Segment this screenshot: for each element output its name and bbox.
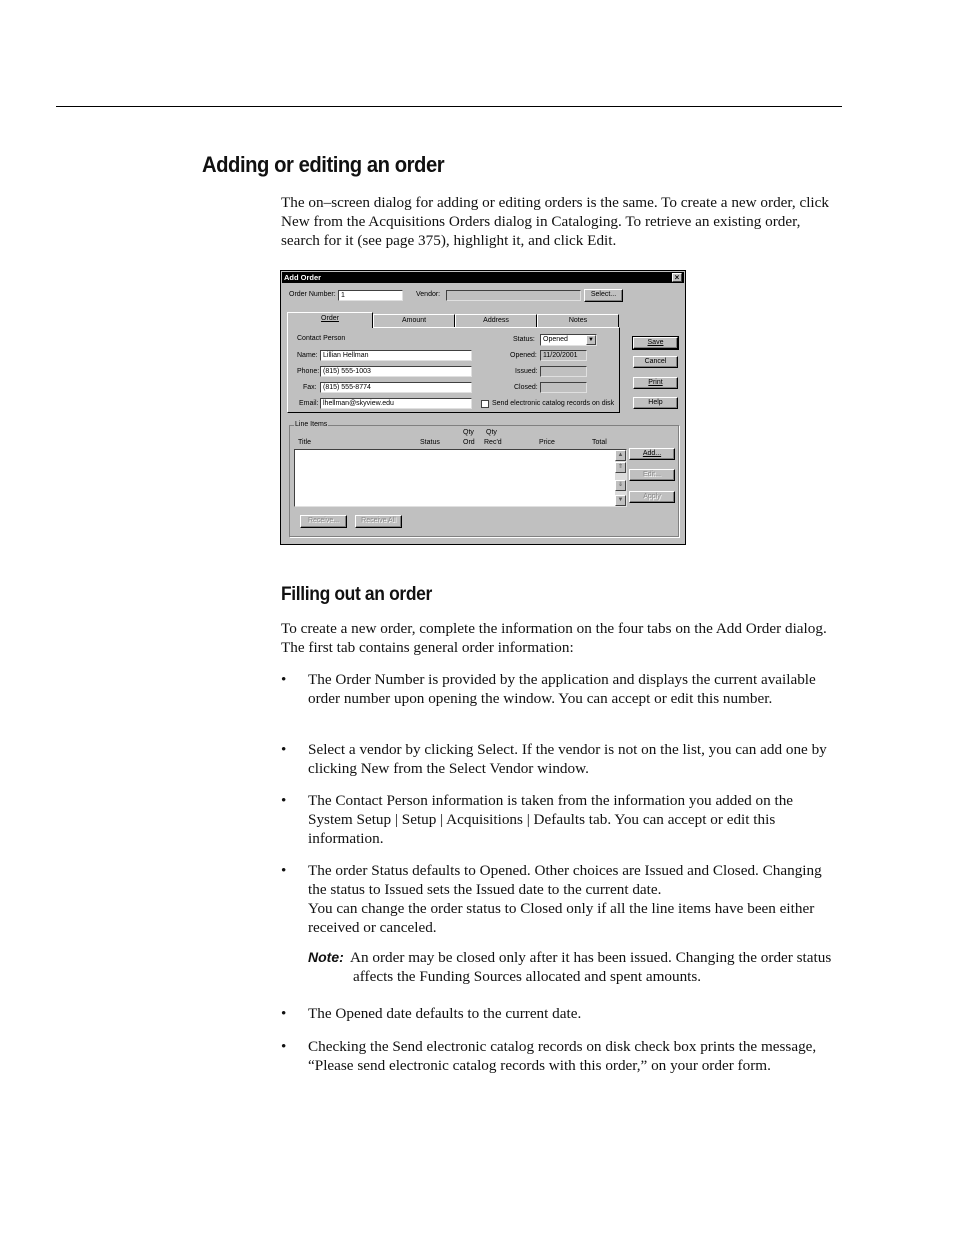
cancel-button[interactable]: Cancel — [633, 356, 678, 368]
order-number-field[interactable]: 1 — [338, 290, 403, 301]
list-item-text: Select a vendor by clicking Select. If the vendor is not on the list, you can add one by clicking New from the Select Vendor window. — [308, 741, 827, 777]
receive-button[interactable]: Receive... — [300, 515, 347, 528]
scrollbar[interactable] — [615, 450, 626, 506]
tab-address-label: Address — [483, 317, 509, 324]
name-field[interactable]: Lillian Hellman — [320, 350, 472, 361]
tabs-paragraph: To create a new order, complete the information on the four tabs on the Add Order dialog. The first tab contains general order information: — [281, 620, 827, 656]
vendor-label: Vendor: — [416, 291, 441, 298]
subsection-heading: Filling out an order — [281, 584, 432, 605]
header-rule — [56, 106, 842, 107]
add-order-dialog — [280, 270, 686, 545]
list-item — [281, 1004, 841, 1023]
contact-person-label: Contact Person — [297, 335, 346, 342]
bullet-icon: • — [281, 792, 287, 809]
chevron-down-icon[interactable]: ▼ — [586, 335, 596, 345]
col-total: Total — [592, 439, 607, 446]
scroll-up-icon[interactable]: ▲ — [615, 450, 626, 461]
list-item-text: The Contact Person information is taken from the information you added on the System Setup | Setup | Acquisitions | Defaults tab. You can accept or edit this information. — [308, 792, 794, 847]
bullet-icon: • — [281, 1038, 287, 1055]
save-button-label: Save — [647, 339, 664, 346]
email-field[interactable]: lhellman@skyview.edu — [320, 398, 472, 409]
tab-notes[interactable] — [537, 314, 619, 327]
tab-order-label: Order — [321, 315, 339, 322]
add-line-label: Add... — [642, 450, 662, 457]
tab-amount[interactable] — [373, 314, 455, 327]
list-item-text: The Opened date defaults to the current date. — [308, 1005, 582, 1022]
dialog-titlebar — [282, 272, 684, 283]
col-qty-recd-bottom: Rec'd — [484, 439, 502, 446]
list-item-text: The Order Number is provided by the application and displays the current available order number upon opening the window. You can accept or edit this number. — [308, 671, 816, 707]
col-qty-recd-top: Qty — [486, 429, 497, 436]
list-item — [281, 861, 841, 937]
add-line-button[interactable] — [629, 448, 675, 460]
bullet-icon: • — [281, 1005, 287, 1022]
name-label: Name: — [297, 352, 318, 359]
print-button-label: Print — [648, 379, 663, 386]
list-item-text: The order Status defaults to Opened. Other choices are Issued and Closed. Changing the status to Issued sets the Issued date to the current date. — [308, 862, 822, 898]
status-select[interactable] — [540, 334, 597, 346]
status-label: Status: — [513, 336, 535, 343]
col-qty-ord-top: Qty — [463, 429, 474, 436]
fax-field[interactable]: (815) 555-8774 — [320, 382, 472, 393]
closed-label: Closed: — [514, 384, 538, 391]
phone-field[interactable]: (815) 555-1003 — [320, 366, 472, 377]
issued-field — [540, 366, 587, 377]
help-button[interactable]: Help — [633, 397, 678, 409]
issued-label: Issued: — [515, 368, 538, 375]
edit-line-button[interactable]: Edit... — [629, 469, 675, 481]
intro-paragraph: The on–screen dialog for adding or editing orders is the same. To create a new order, click New from the Acquisitions Orders dialog in Cataloging. To retrieve an existing order, search for it (see page 375), highlight it, and click Edit. — [281, 194, 829, 249]
scroll-down-icon[interactable]: ▼ — [615, 495, 626, 506]
dialog-title: Add Order — [284, 273, 322, 282]
note-label: Note: — [308, 949, 344, 965]
select-vendor-button[interactable]: Select... — [584, 289, 623, 302]
receive-all-button[interactable]: Receive All — [355, 515, 402, 528]
opened-label: Opened: — [510, 352, 537, 359]
note-text: An order may be closed only after it has been issued. Changing the order status affects the Funding Sources allocated and spent amounts. — [350, 949, 832, 985]
tab-notes-label: Notes — [568, 317, 588, 324]
phone-label: Phone: — [297, 368, 320, 375]
col-status: Status — [420, 439, 440, 446]
fax-label: Fax: — [303, 384, 317, 391]
tab-amount-label: Amount — [401, 317, 427, 324]
order-tab-panel — [287, 327, 620, 413]
note-block — [308, 948, 848, 986]
move-down-icon[interactable]: ⇓ — [615, 480, 626, 491]
bullet-icon: • — [281, 741, 287, 758]
save-button[interactable] — [633, 337, 678, 349]
send-records-checkbox[interactable] — [481, 400, 489, 408]
col-qty-ord-bottom: Ord — [463, 439, 475, 446]
tab-order[interactable] — [287, 312, 373, 328]
status-value: Opened — [543, 336, 568, 343]
close-icon[interactable]: × — [672, 273, 682, 282]
col-title: Title — [298, 439, 311, 446]
vendor-field[interactable] — [446, 290, 581, 301]
list-item-extra-text: You can change the order status to Closed only if all the line items have been either received or canceled. — [308, 900, 815, 936]
email-label: Email: — [299, 400, 319, 407]
section-heading: Adding or editing an order — [202, 152, 445, 177]
send-records-label: Send electronic catalog records on disk — [492, 400, 615, 407]
line-items-list[interactable] — [294, 449, 627, 507]
move-up-icon[interactable]: ⇑ — [615, 462, 626, 473]
bullet-icon: • — [281, 862, 287, 879]
col-price: Price — [539, 439, 555, 446]
tab-address[interactable] — [455, 314, 537, 327]
list-item-text: Checking the Send electronic catalog records on disk check box prints the message, “Please send electronic catalog records with this order,” on your order form. — [308, 1038, 817, 1074]
list-item — [281, 1037, 841, 1075]
apply-line-button[interactable]: Apply — [629, 491, 675, 503]
print-button[interactable] — [633, 377, 678, 389]
list-item — [281, 740, 841, 778]
bullet-icon: • — [281, 671, 287, 688]
list-item — [281, 670, 841, 708]
list-item — [281, 791, 841, 848]
closed-field — [540, 382, 587, 393]
line-items-label: Line Items — [295, 421, 328, 428]
opened-field: 11/20/2001 — [540, 350, 587, 361]
order-number-label: Order Number: — [289, 291, 336, 298]
